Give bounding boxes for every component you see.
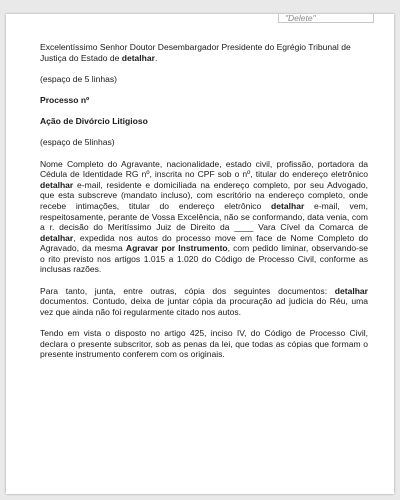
spacing-note: (espaço de 5 linhas) — [40, 73, 117, 84]
document-body — [40, 42, 368, 370]
documents-paragraph — [40, 286, 368, 318]
document-page — [6, 14, 394, 494]
delete-field[interactable]: "Delete" — [278, 14, 374, 23]
action-heading: Ação de Divórcio Litigioso — [40, 116, 148, 127]
addressee-text: Excelentíssimo Senhor Doutor Desembargador Presidente do Egrégio Tribunal de Justiça do Estado de — [40, 42, 351, 63]
paragraph-text: , expedida nos autos do processo move em face de Nome Completo do Agravado, da mesma — [40, 232, 368, 254]
placeholder-detalhar: detalhar — [40, 232, 74, 243]
placeholder-detalhar: detalhar — [334, 285, 368, 296]
spacing-note: (espaço de 5linhas) — [40, 137, 115, 148]
paragraph-text: documentos. Contudo, deixa de juntar cópia da procuração ad judicia do Réu, uma vez que ainda não foi regularmente citado nos autos. — [40, 296, 368, 317]
emphasis-agravar: Agravar por Instrumento — [125, 243, 228, 254]
paragraph-text: e-mail, residente e domiciliada na endereço completo, por seu Advogado, que esta subscreve (mandato incluso), com escritório na endereço completo, onde recebe intimações, titular do endereço eletrônico — [40, 179, 368, 211]
placeholder-detalhar: detalhar — [40, 179, 74, 190]
paragraph-text: , com pedido liminar, observando-se o rito previsto nos artigos 1.015 a 1.020 do Código de Processo Civil, conforme as inclusas razões. — [40, 243, 368, 275]
addressee-paragraph — [40, 42, 368, 63]
addressee-end: . — [154, 52, 158, 63]
placeholder-detalhar: detalhar — [121, 52, 155, 63]
process-heading: Processo nº — [40, 94, 90, 105]
paragraph-text: Para tanto, junta, entre outras, cópia dos seguintes documentos: — [40, 285, 335, 296]
paragraph-text: Nome Completo do Agravante, nacionalidade, estado civil, profissão, portadora da Cédula de Identidade RG nº, inscrita no CPF sob o nº, titular do endereço eletrônico — [40, 158, 368, 180]
placeholder-detalhar: detalhar — [271, 200, 305, 211]
declaration-paragraph: Tendo em vista o disposto no artigo 425, inciso IV, do Código de Processo Civil, declara o presente subscritor, sob as penas da lei, que todas as cópias que formam o presente instrumento conferem com os originais. — [40, 328, 368, 360]
petition-paragraph — [40, 159, 368, 276]
paragraph-text: e-mail, vem, respeitosamente, perante de Vossa Excelência, não se conformando, data venia, com a r. decisão do Meritíssimo Juiz de Direito da ____ Vara Cível da Comarca de — [40, 200, 368, 233]
